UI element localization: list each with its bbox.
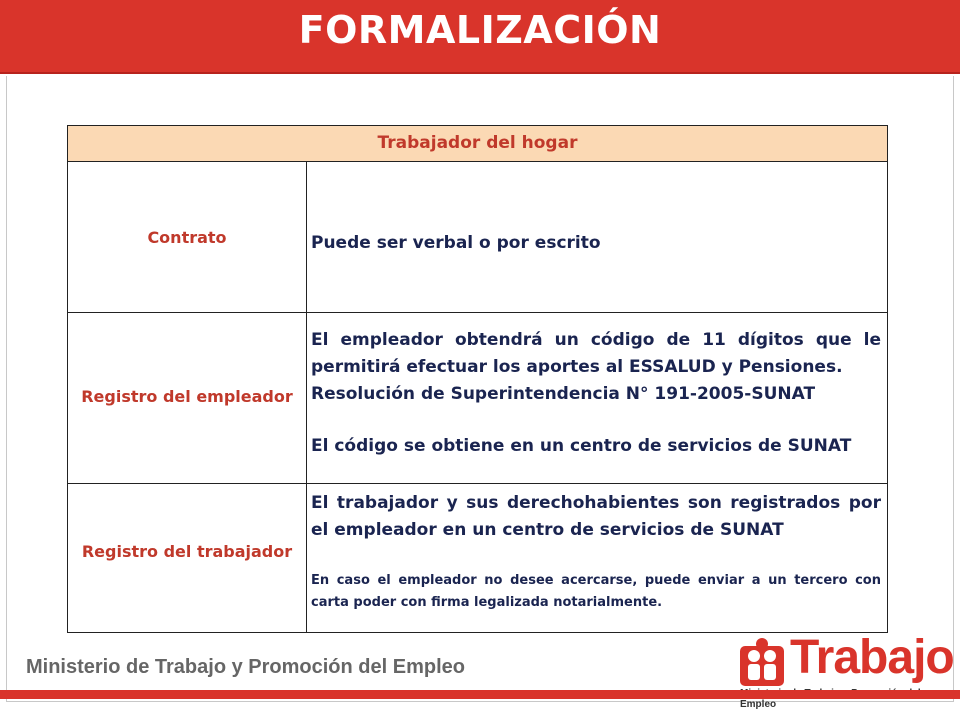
row-text: El trabajador y sus derechohabientes son registrados por el empleador en un centro de servicios de SUNAT [311, 493, 881, 540]
ministry-footer-text: Ministerio de Trabajo y Promoción del Empleo [26, 656, 465, 678]
table-row-registro-trabajador [68, 484, 887, 632]
row-label-cell [68, 313, 307, 483]
logo-subtitle: Empleo [740, 699, 777, 710]
table-header [68, 126, 887, 162]
logo-word: Trabajo [790, 631, 954, 684]
row-text: El código se obtiene en un centro de servicios de SUNAT [311, 436, 852, 456]
row-text: En caso el empleador no desee acercarse, puede enviar a un tercero con carta poder con firma legalizada notarialmente. [311, 573, 881, 610]
row-content-cell [307, 484, 885, 632]
row-text: El empleador obtendrá un código de 11 dígitos que le permitirá efectuar los aportes al ESSALUD y Pensiones. [311, 330, 881, 377]
table-row-registro-empleador [68, 313, 887, 484]
row-label-cell [68, 484, 307, 632]
row-label: Registro del empleador [81, 387, 293, 406]
footer-red-band [0, 690, 960, 699]
table-row-contrato [68, 162, 887, 313]
people-icon [738, 636, 786, 688]
row-label: Contrato [147, 228, 227, 247]
row-text: Puede ser verbal o por escrito [311, 233, 601, 253]
title-banner [0, 0, 960, 74]
page-title: FORMALIZACIÓN [298, 8, 662, 52]
row-label: Registro del trabajador [81, 542, 293, 561]
row-text: Resolución de Superintendencia N° 191-2005-SUNAT [311, 384, 816, 404]
table-header-label: Trabajador del hogar [377, 133, 578, 153]
row-content-cell [307, 162, 885, 312]
info-table [67, 125, 888, 633]
row-content-cell [307, 313, 885, 483]
row-label-cell [68, 162, 307, 312]
